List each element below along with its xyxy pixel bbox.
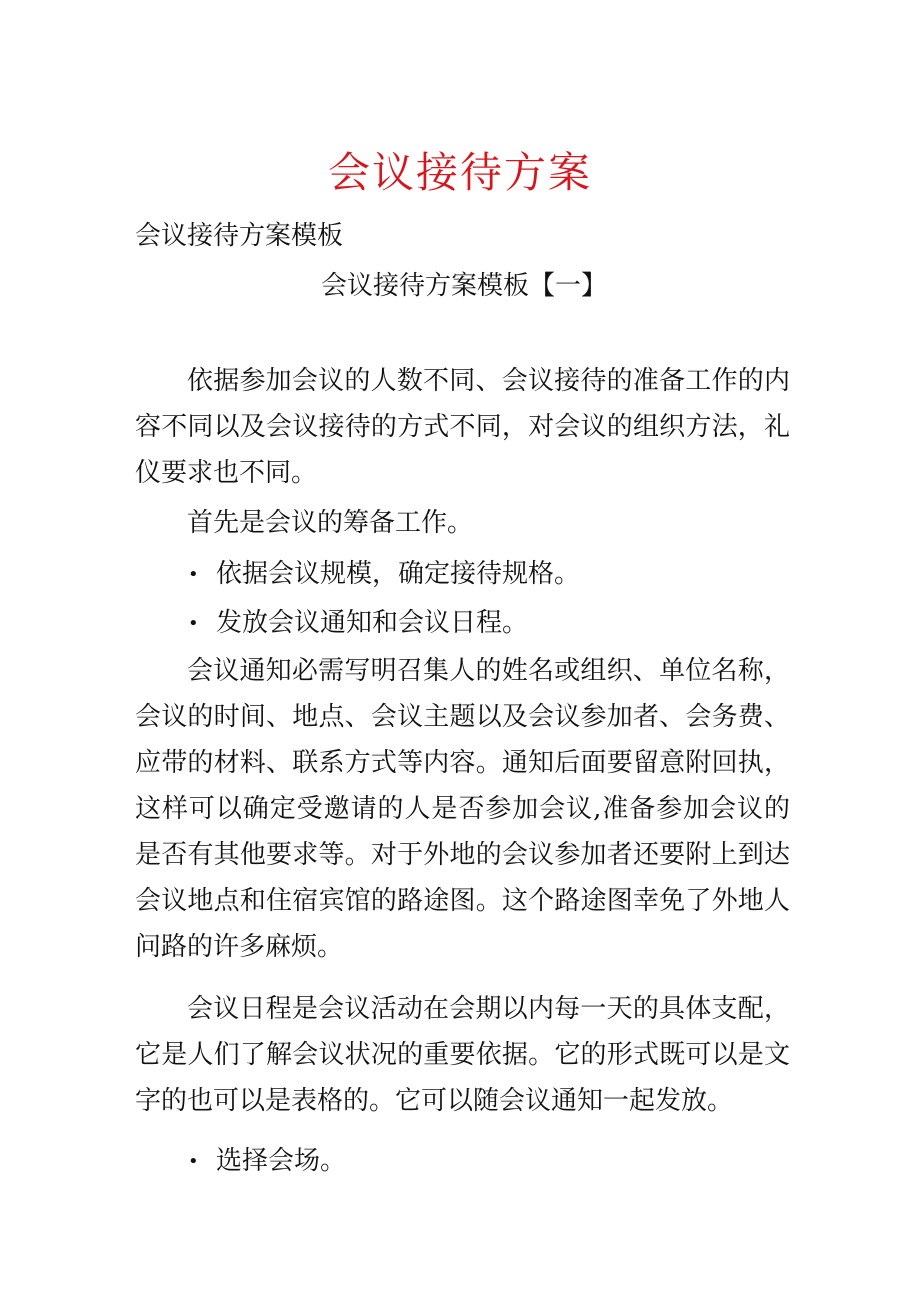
document-title: 会议接待方案 — [327, 148, 592, 197]
bullet-item — [188, 551, 580, 598]
bullet-text: 选择会场。 — [216, 1146, 347, 1176]
bullet-text: 发放会议通知和会议日程。 — [216, 608, 529, 638]
bullet-icon: • — [188, 613, 199, 634]
bullet-text: 依据会议规模，确定接待规格。 — [216, 559, 581, 589]
bullet-item — [188, 1138, 346, 1185]
bullet-item — [188, 600, 528, 647]
paragraph-notice: 会议通知必需写明召集人的姓名或组织、单位名称，会议的时间、地点、会议主题以及会议参加者、会务费、应带的材料、联系方式等内容。通知后面要留意附回执，这样可以确定受邀请的人是否参加会议,准备参加会议的是否有其他要求等。对于外地的会议参加者还要附上到达会议地点和住宿宾馆的路途图。这个路途图幸免了外地人问路的许多麻烦。 — [135, 656, 790, 962]
paragraph-schedule: 会议日程是会议活动在会期以内每一天的具体支配，它是人们了解会议状况的重要依据。它的形式既可以是文字的也可以是表格的。它可以随会议通知一起发放。 — [135, 994, 790, 1116]
bullet-icon: • — [188, 1151, 199, 1172]
document-subtitle: 会议接待方案模板 — [135, 221, 344, 251]
section-heading: 会议接待方案模板【一】 — [320, 271, 607, 301]
bullet-icon: • — [188, 564, 199, 585]
paragraph-preparation: 首先是会议的筹备工作。 — [187, 508, 474, 538]
paragraph-intro: 依据参加会议的人数不同、会议接待的准备工作的内容不同以及会议接待的方式不同，对会议的组织方法，礼仪要求也不同。 — [135, 366, 790, 488]
